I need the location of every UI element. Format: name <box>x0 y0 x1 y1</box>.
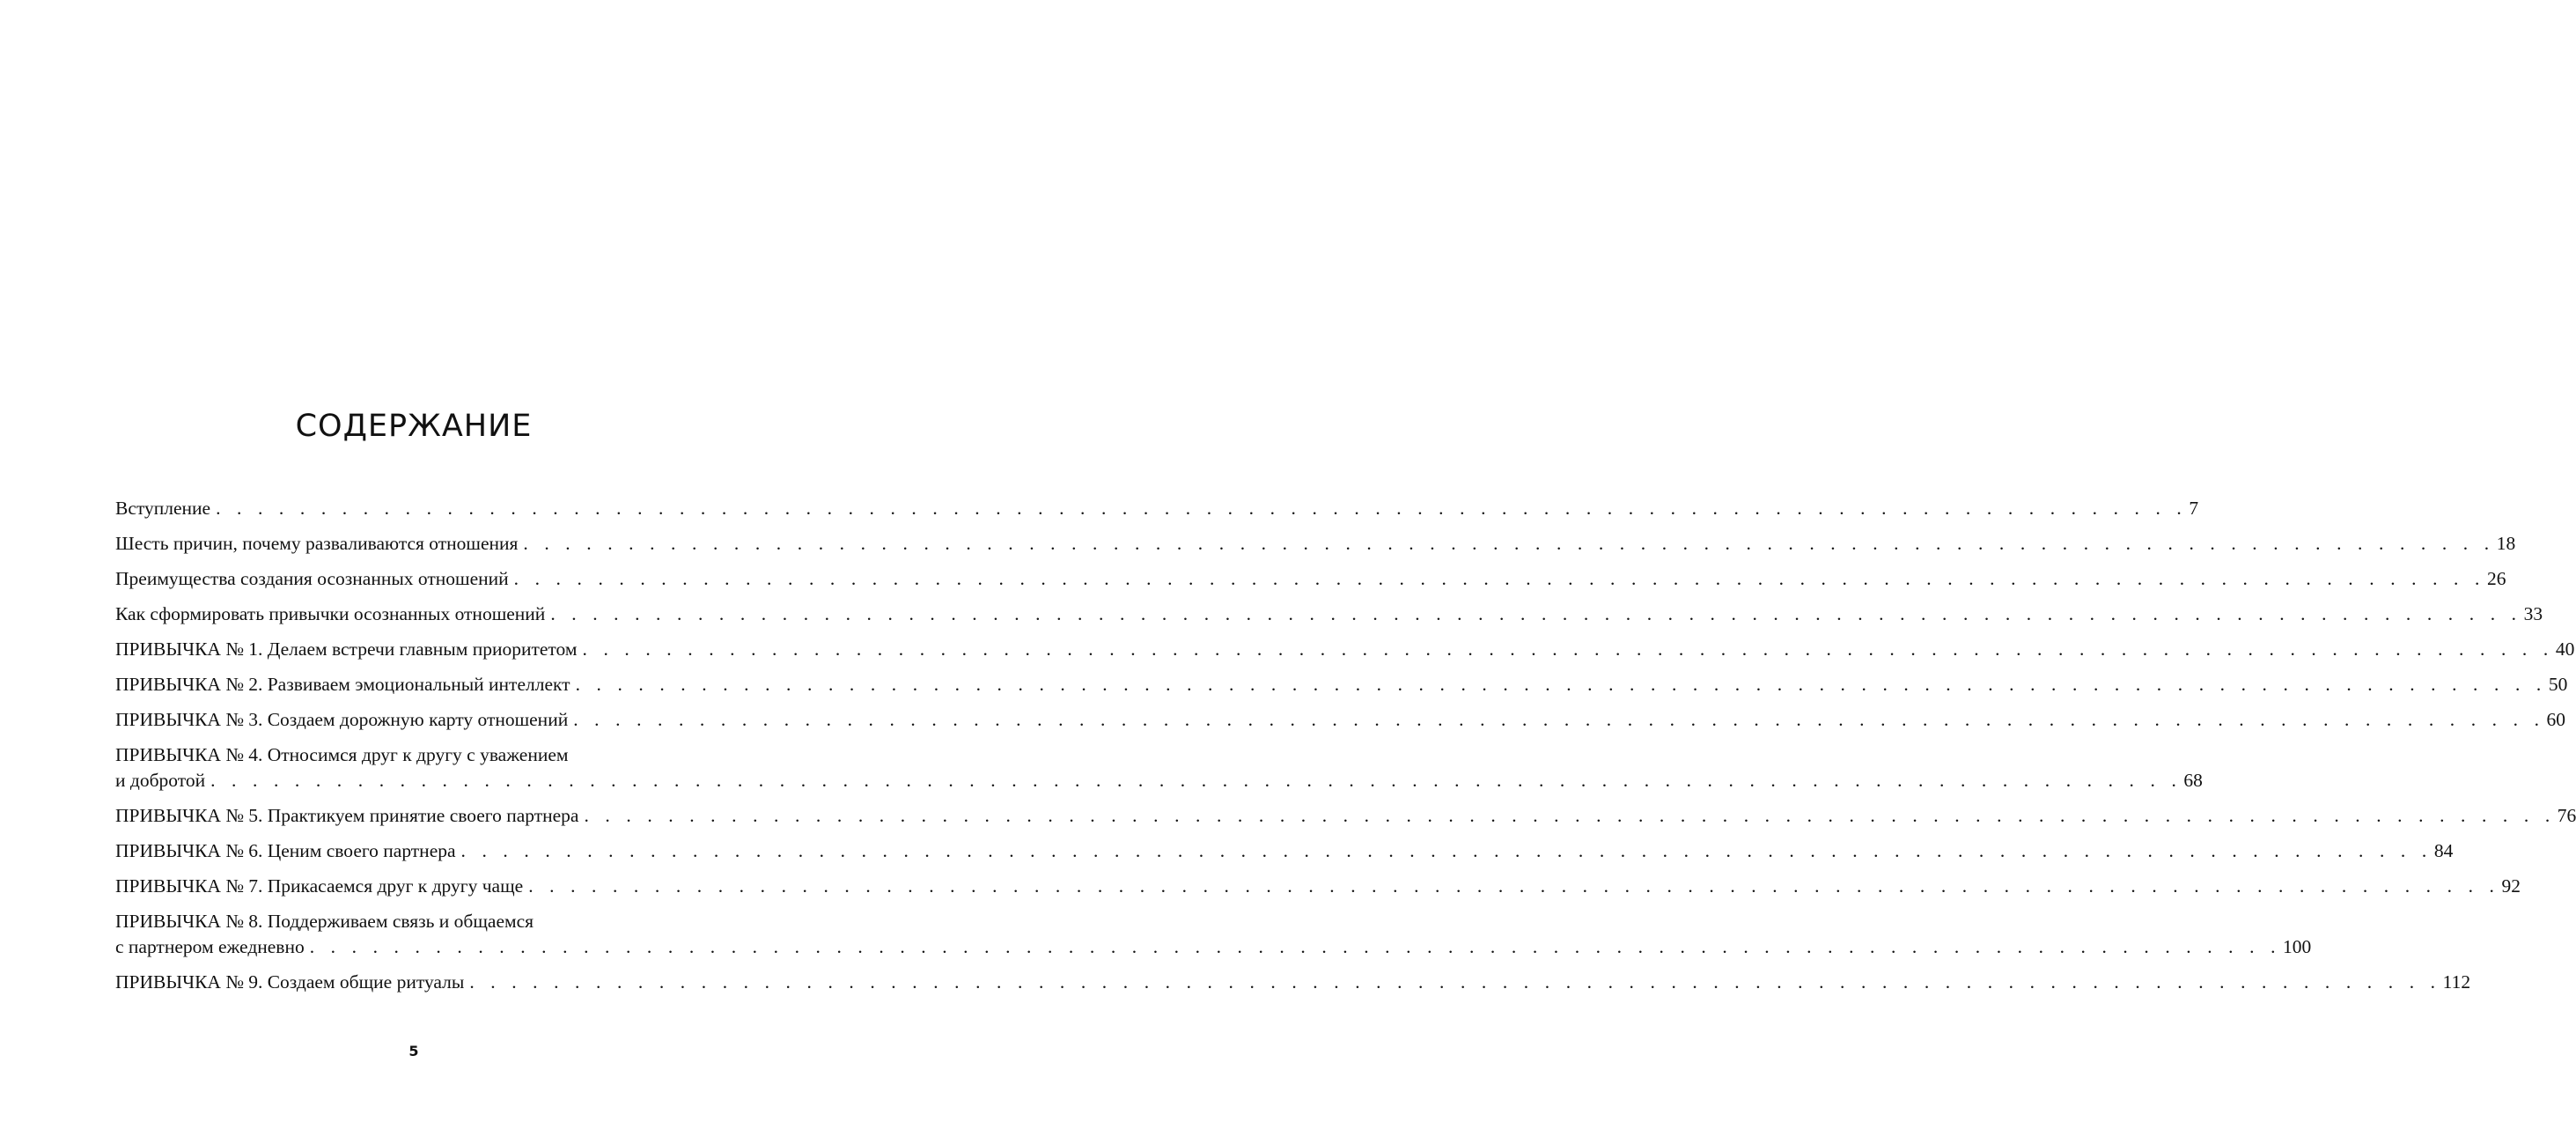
toc-entry-title: ПРИВЫЧКА № 9. Создаем общие ритуалы <box>115 971 465 993</box>
toc-entry-title: ПРИВЫЧКА № 2. Развиваем эмоциональный интеллект <box>115 674 570 695</box>
toc-entry-row <box>115 768 2203 793</box>
toc-entry[interactable] <box>115 531 2516 557</box>
toc-entry-title: Как сформировать привычки осознанных отношений <box>115 603 546 624</box>
toc-entry-title: ПРИВЫЧКА № 1. Делаем встречи главным приоритетом <box>115 638 578 660</box>
dot-leader: . . . . . . . . . . . . . . . . . . . . . . . . . . . . . . . . . . . . . . . . . . . . . . . . . . . . . . . . . . . . . . . . . . . . . . . . . . . . . . . . . . . . . . . . . . . . . . <box>582 638 2554 660</box>
toc-entry[interactable] <box>115 637 2575 662</box>
dot-leader: . . . . . . . . . . . . . . . . . . . . . . . . . . . . . . . . . . . . . . . . . . . . . . . . . . . . . . . . . . . . . . . . . . . . . . . . . . . . . . . . . . . . . . . . . . . . . . <box>575 674 2547 695</box>
dot-leader: . . . . . . . . . . . . . . . . . . . . . . . . . . . . . . . . . . . . . . . . . . . . . . . . . . . . . . . . . . . . . . . . . . . . . . . . . . . . . . . . . . . . . . . . . . . . . . <box>469 971 2441 993</box>
toc-entry-title: ПРИВЫЧКА № 3. Создаем дорожную карту отношений <box>115 709 569 730</box>
dot-leader: . . . . . . . . . . . . . . . . . . . . . . . . . . . . . . . . . . . . . . . . . . . . . . . . . . . . . . . . . . . . . . . . . . . . . . . . . . . . . . . . . . . . . . . . . . . . . . <box>523 533 2495 554</box>
toc-entry-title: Преимущества создания осознанных отношений <box>115 568 509 589</box>
toc-entry[interactable] <box>115 707 2566 733</box>
toc-entry-title-line: ПРИВЫЧКА № 8. Поддерживаем связь и общаемся <box>115 911 534 932</box>
dot-leader: . . . . . . . . . . . . . . . . . . . . . . . . . . . . . . . . . . . . . . . . . . . . . . . . . . . . . . . . . . . . . . . . . . . . . . . . . . . . . . . . . . . . . . . . . . . . . . <box>528 875 2500 897</box>
toc-entry-title: Вступление <box>115 498 211 519</box>
toc-entry[interactable] <box>115 602 2543 627</box>
toc-entry-row <box>115 874 2521 899</box>
toc-entry-row <box>115 496 2199 521</box>
toc-page-number: 50 <box>2548 674 2568 695</box>
toc-entry-title: ПРИВЫЧКА № 5. Практикуем принятие своего партнера <box>115 805 579 826</box>
toc-entry[interactable] <box>115 838 2454 864</box>
toc-entry-row <box>115 803 2576 829</box>
toc-page-number: 7 <box>2189 498 2199 519</box>
toc-entry-row <box>115 838 2454 864</box>
toc-entry[interactable] <box>115 496 2199 521</box>
toc-page-number: 92 <box>2501 875 2521 897</box>
toc-entry-row <box>115 602 2543 627</box>
toc-page-number: 68 <box>2183 770 2203 791</box>
dot-leader: . . . . . . . . . . . . . . . . . . . . . . . . . . . . . . . . . . . . . . . . . . . . . . . . . . . . . . . . . . . . . . . . . . . . . . . . . . . . . . . . . . . . . . . . . . . . . . <box>210 770 2182 791</box>
toc-entry-row <box>115 531 2516 557</box>
toc-entry-title-line: ПРИВЫЧКА № 4. Относимся друг к другу с уважением <box>115 744 569 765</box>
dot-leader: . . . . . . . . . . . . . . . . . . . . . . . . . . . . . . . . . . . . . . . . . . . . . . . . . . . . . . . . . . . . . . . . . . . . . . . . . . . . . . . . . . . . . . . . . . . . . . <box>460 840 2432 861</box>
dot-leader: . . . . . . . . . . . . . . . . . . . . . . . . . . . . . . . . . . . . . . . . . . . . . . . . . . . . . . . . . . . . . . . . . . . . . . . . . . . . . . . . . . . . . . . . . . . . . . <box>309 936 2282 957</box>
toc-entry-row <box>115 566 2506 592</box>
dot-leader: . . . . . . . . . . . . . . . . . . . . . . . . . . . . . . . . . . . . . . . . . . . . . . . . . . . . . . . . . . . . . . . . . . . . . . . . . . . . . . . . . . . . . . . . . . . . . . <box>216 498 2188 519</box>
toc-entry[interactable] <box>115 970 2471 995</box>
toc-entry[interactable] <box>115 909 2312 960</box>
dot-leader: . . . . . . . . . . . . . . . . . . . . . . . . . . . . . . . . . . . . . . . . . . . . . . . . . . . . . . . . . . . . . . . . . . . . . . . . . . . . . . . . . . . . . . . . . . . . . . <box>550 603 2522 624</box>
table-of-contents <box>115 496 2576 1005</box>
toc-entry-title: и добротой <box>115 770 206 791</box>
page-title: СОДЕРЖАНИЕ <box>295 409 533 444</box>
toc-entry[interactable] <box>115 566 2506 592</box>
toc-entry-row <box>115 672 2568 697</box>
toc-entry-title: с партнером ежедневно <box>115 936 305 957</box>
toc-page-number: 100 <box>2283 936 2312 957</box>
toc-entry-row <box>115 707 2566 733</box>
toc-entry-row <box>115 934 2312 960</box>
toc-page-number: 84 <box>2433 840 2454 861</box>
toc-entry-title: ПРИВЫЧКА № 7. Прикасаемся друг к другу чаще <box>115 875 524 897</box>
toc-page-number: 76 <box>2557 805 2576 826</box>
toc-entry-title: Шесть причин, почему разваливаются отношения <box>115 533 519 554</box>
toc-entry[interactable] <box>115 803 2576 829</box>
toc-entry[interactable] <box>115 742 2203 793</box>
toc-page-number: 26 <box>2486 568 2506 589</box>
toc-page-number: 18 <box>2496 533 2516 554</box>
dot-leader: . . . . . . . . . . . . . . . . . . . . . . . . . . . . . . . . . . . . . . . . . . . . . . . . . . . . . . . . . . . . . . . . . . . . . . . . . . . . . . . . . . . . . . . . . . . . . . <box>573 709 2545 730</box>
toc-entry-row <box>115 637 2575 662</box>
toc-page-number: 60 <box>2546 709 2566 730</box>
toc-page-number: 33 <box>2523 603 2543 624</box>
dot-leader: . . . . . . . . . . . . . . . . . . . . . . . . . . . . . . . . . . . . . . . . . . . . . . . . . . . . . . . . . . . . . . . . . . . . . . . . . . . . . . . . . . . . . . . . . . . . . . <box>513 568 2485 589</box>
toc-entry[interactable] <box>115 672 2568 697</box>
page-number: 5 <box>408 1043 419 1059</box>
dot-leader: . . . . . . . . . . . . . . . . . . . . . . . . . . . . . . . . . . . . . . . . . . . . . . . . . . . . . . . . . . . . . . . . . . . . . . . . . . . . . . . . . . . . . . . . . . . . . . <box>584 805 2556 826</box>
toc-entry[interactable] <box>115 874 2521 899</box>
toc-page-number: 40 <box>2555 638 2575 660</box>
toc-entry-title: ПРИВЫЧКА № 6. Ценим своего партнера <box>115 840 456 861</box>
toc-entry-row <box>115 970 2471 995</box>
toc-page-number: 112 <box>2442 971 2471 993</box>
